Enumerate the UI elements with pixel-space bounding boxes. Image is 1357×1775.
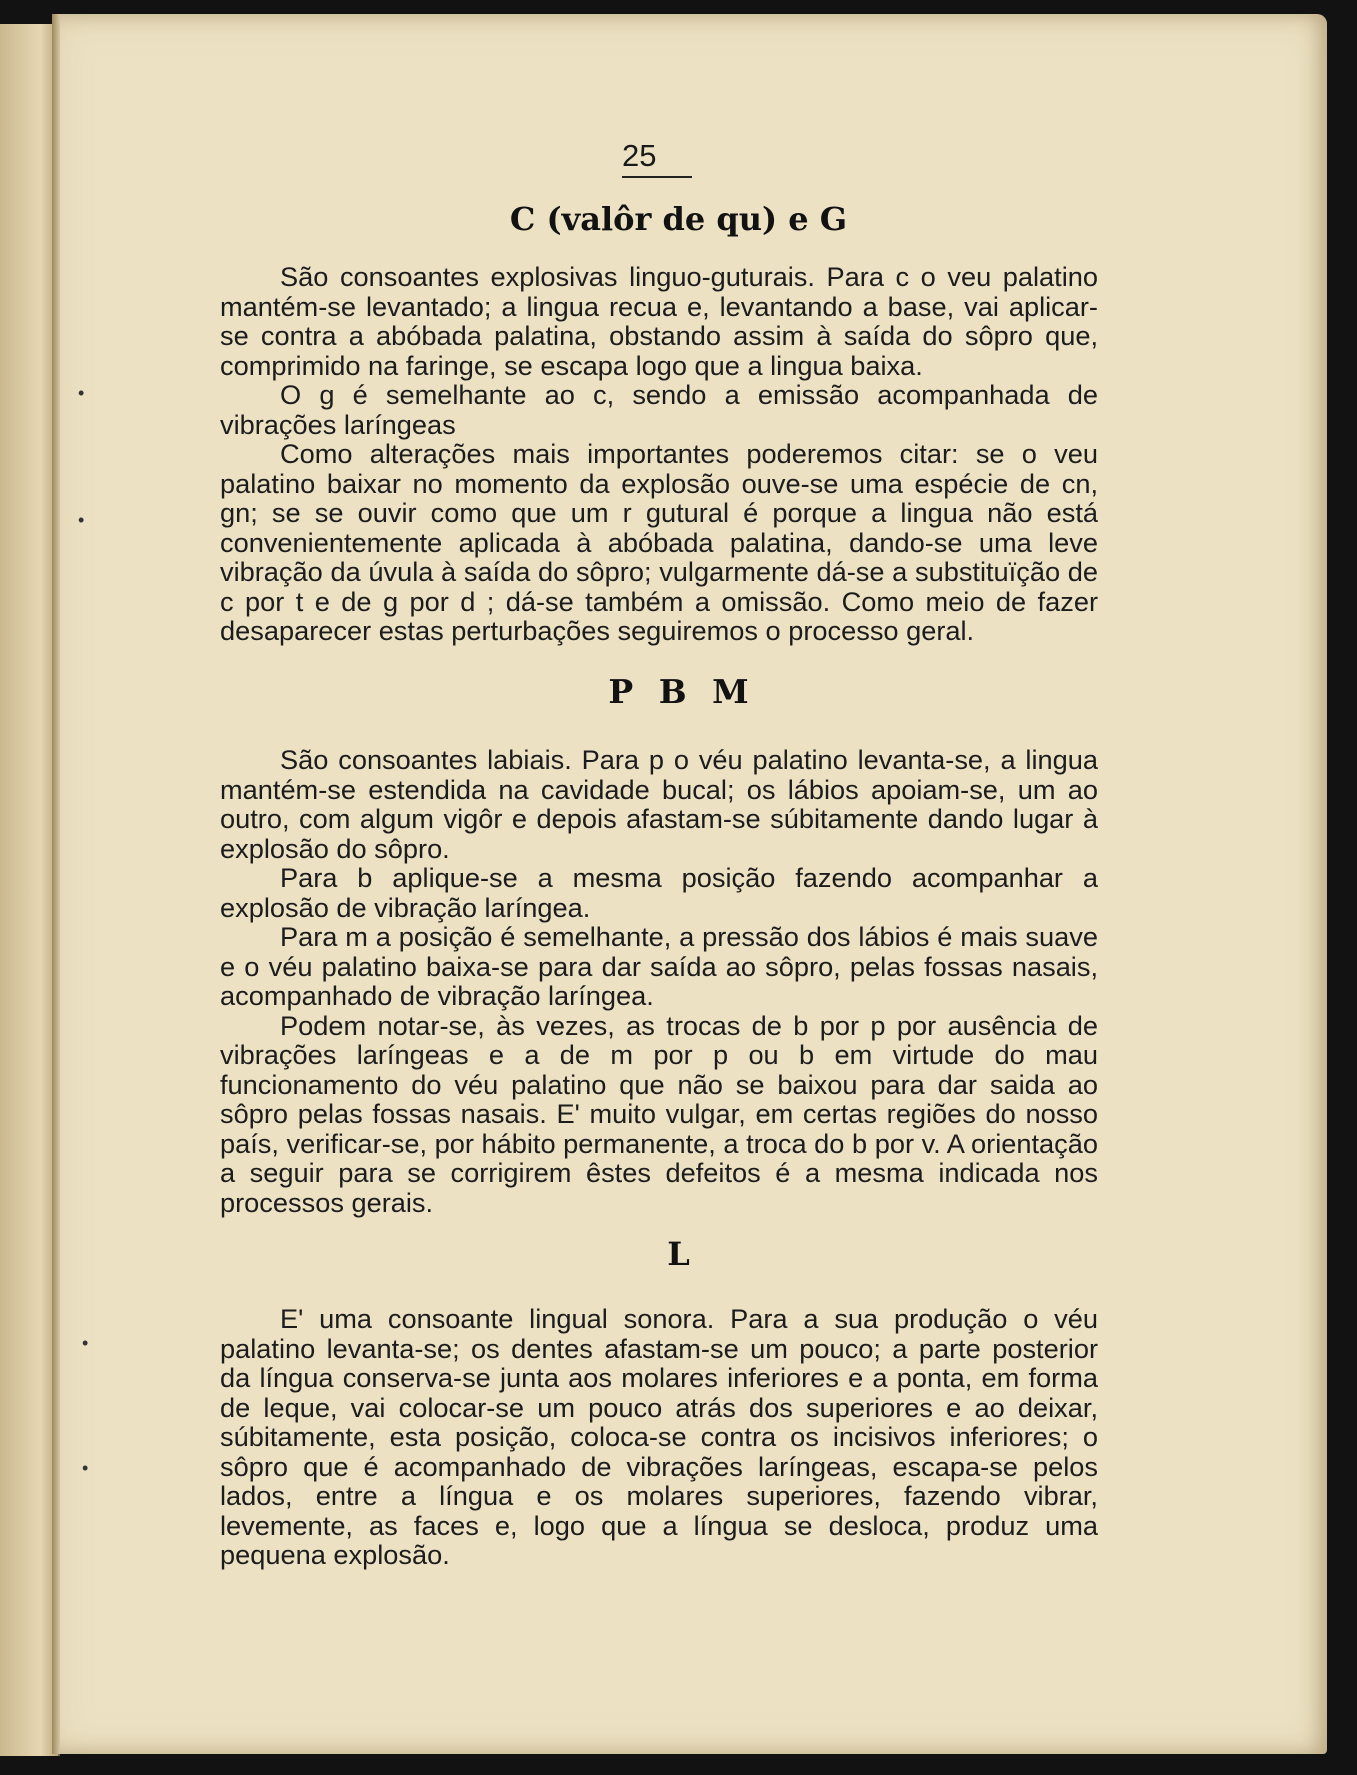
section-heading-c-g: C (valôr de qu) e G	[509, 200, 848, 238]
margin-dot: •	[82, 1458, 89, 1478]
margin-dot: •	[78, 383, 85, 403]
page-gutter	[52, 14, 60, 1754]
paragraph: E' uma consoante lingual sonora. Para a sua produção o véu palatino levanta-se; os dentes afastam-se um pouco; a parte posterior da língua conserva-se junta aos molares inferiores e a ponta, em forma de leque, vai colocar-se um pouco atrás dos superiores e ao deixar, súbitamente, esta posição, coloca-se contra os incisivos inferiores; o sôpro que é acompanhado de vibrações laríngeas, escapa-se pelos lados, entre a língua e os molares superiores, fazendo vibrar, levemente, as faces e, logo que a língua se desloca, produz uma pequena explosão.	[220, 1303, 1098, 1570]
section-heading-l: L	[667, 1235, 690, 1273]
section-body-c-g	[220, 262, 1098, 646]
paragraph: Podem notar-se, às vezes, as trocas de b por p por ausência de vibrações laríngeas e a de m por p ou b em virtude do mau funcionamento do véu palatino que não se baixou para dar saida ao sôpro pelas fossas nasais. E' muito vulgar, em certas regiões do nosso país, verificar-se, por hábito permanente, a troca do b por v. A orientação a seguir para se corrigirem êstes defeitos é a mesma indicada nos processos gerais.	[220, 1009, 1098, 1218]
paragraph: O g é semelhante ao c, sendo a emissão acompanhada de vibrações laríngeas	[220, 379, 1098, 440]
paragraph: São consoantes labiais. Para p o véu palatino levanta-se, a lingua mantém-se estendida na cavidade bucal; os lábios apoiam-se, um ao outro, com algum vigôr e depois afastam-se súbitamente dando lugar à explosão do sôpro.	[220, 744, 1098, 864]
page-number-rule	[622, 176, 692, 178]
paragraph: Para b aplique-se a mesma posição fazendo acompanhar a explosão de vibração laríngea.	[220, 862, 1098, 923]
page-number: 25	[622, 138, 657, 173]
section-body-l	[220, 1304, 1098, 1570]
margin-dot: •	[78, 510, 85, 530]
margin-dot: •	[82, 1333, 89, 1353]
facing-page-edge	[0, 24, 60, 1756]
section-body-p-b-m	[220, 745, 1098, 1217]
paragraph: São consoantes explosivas linguo-guturais. Para c o veu palatino mantém-se levantado; a lingua recua e, levantando a base, vai aplicar-se contra a abóbada palatina, obstando assim à saída do sôpro que, comprimido na faringe, se escapa logo que a lingua baixa.	[220, 261, 1098, 381]
paragraph: Como alterações mais importantes poderemos citar: se o veu palatino baixar no momento da explosão ouve-se uma espécie de cn, gn; se se ouvir como que um r gutural é porque a lingua não está convenientemente aplicada à abóbada palatina, dando-se uma leve vibração da úvula à saída do sôpro; vulgarmente dá-se a substituïção de c por t e de g por d ; dá-se também a omissão. Como meio de fazer desaparecer estas perturbações seguiremos o processo geral.	[220, 438, 1098, 646]
paragraph: Para m a posição é semelhante, a pressão dos lábios é mais suave e o véu palatino baixa-se para dar saída ao sôpro, pelas fossas nasais, acompanhado de vibração laríngea.	[220, 921, 1098, 1011]
section-heading-p-b-m: P B M	[608, 672, 749, 711]
